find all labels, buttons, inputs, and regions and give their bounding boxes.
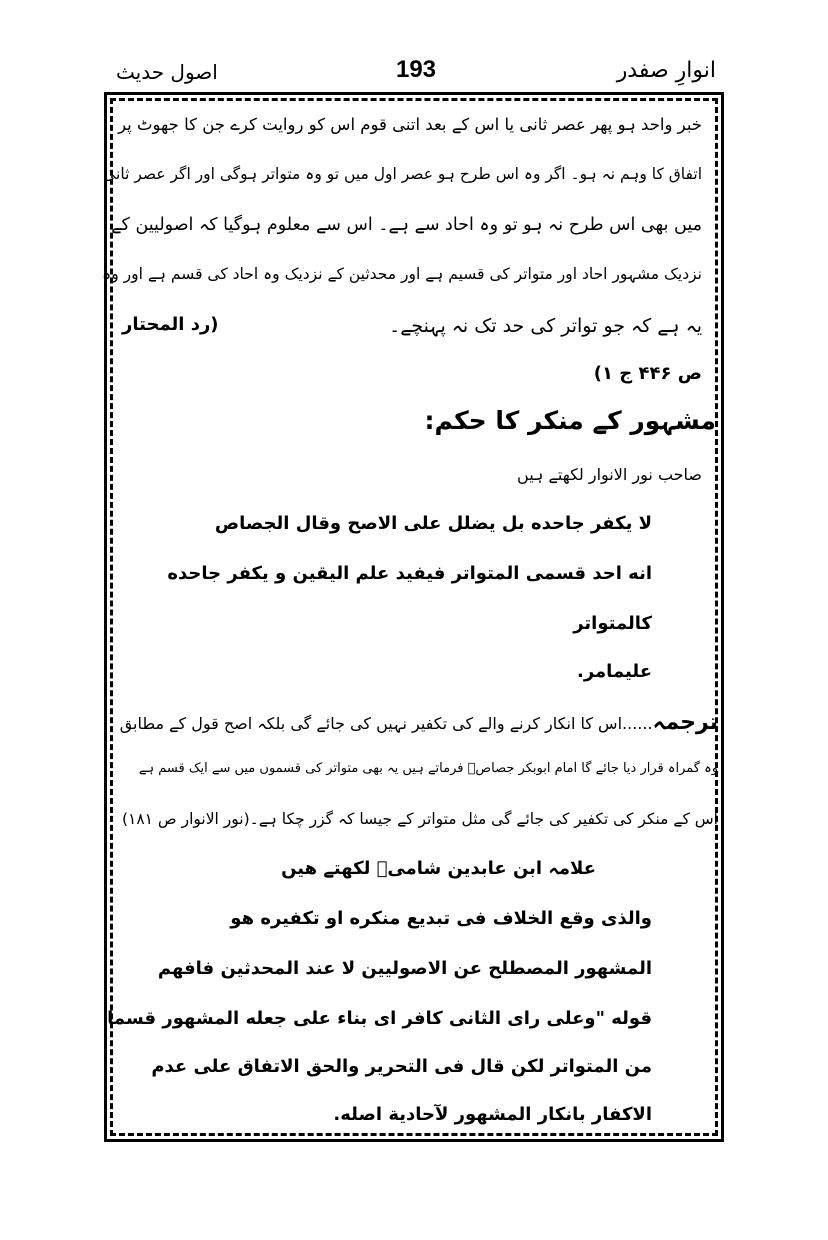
arabic-quote-line: لا يكفر جاحده بل يضلل على الاصح وقال الجصاص — [214, 513, 652, 534]
paragraph-line: اتفاق کا وہم نہ ہو۔ اگر وہ اس طرح ہو عصر اول میں تو وہ متواتر ہوگی اور اگر عصر ثانی — [103, 165, 702, 183]
arabic-quote-line: انه احد قسمى المتواتر فيفيد علم اليقين و يكفر جاحده — [167, 563, 652, 584]
author-intro: علامہ ابن عابدین شامیؒ لکھتے ھیں — [281, 858, 596, 879]
page-body — [104, 100, 724, 1140]
arabic-quote-line: والذى وقع الخلاف فى تبديع منكره او تكفيره هو — [230, 908, 652, 929]
page-number: 193 — [395, 56, 437, 83]
book-title: انوارِ صفدر — [616, 58, 716, 83]
arabic-quote-line: من المتواتر لكن قال فى التحرير والحق الاتفاق على عدم — [151, 1056, 652, 1077]
arabic-quote-line: المشهور المصطلح عن الاصوليين لا عند المحدثين فافهم — [157, 958, 652, 979]
arabic-quote-line: كالمتواتر — [573, 613, 652, 634]
arabic-quote-line: عليمامر. — [577, 661, 652, 682]
translation-line: وہ گمراہ قرار دیا جائے گا امام ابوبکر جصاصؒ فرماتے ہیں یہ بھی متواتر کی قسموں میں سے ایک قسم ہے — [138, 761, 718, 776]
arabic-quote-line: الاكفار بانكار المشهور لآحادية اصله. — [333, 1104, 652, 1125]
paragraph-line: خبر واحد ہو پھر عصر ثانی یا اس کے بعد اتنی قوم اس کو روایت کرے جن کا جھوٹ پر — [118, 115, 702, 134]
citation: ص ۴۴۶ ج ۱) — [593, 363, 702, 384]
intro-line: صاحب نور الانوار لکھتے ہیں — [517, 465, 702, 484]
paragraph-line: میں بھی اس طرح نہ ہو تو وہ احاد سے ہے۔ اس سے معلوم ہوگیا کہ اصولیین کے — [111, 215, 702, 235]
section-heading: مشہور کے منکر کا حکم: — [424, 406, 716, 435]
arabic-quote-line: قوله "وعلى راى الثانى كافر اى بناء على جعله المشهور قسما — [107, 1008, 652, 1029]
translation-line: اس کے منکر کی تکفیر کی جائے گی مثل متواتر کے جیسا کہ گزر چکا ہے۔(نور الانوار ص ۱۸۱) — [121, 810, 718, 828]
paragraph-line: یہ ہے کہ جو تواتر کی حد تک نہ پہنچے۔ — [389, 315, 702, 337]
translation-text: ......اس کا انکار کرنے والے کی تکفیر نہیں کی جائے گی بلکہ اصح قول کے مطابق — [119, 714, 653, 733]
section-title: اصول حدیث — [116, 60, 218, 84]
translation-label: ترجمہ — [652, 710, 718, 735]
paragraph-line: نزدیک مشہور احاد اور متواتر کی قسیم ہے اور محدثین کے نزدیک وہ احاد کی قسم ہے اور وہ — [102, 265, 702, 283]
citation: (رد المحتار — [122, 314, 219, 335]
page-header — [116, 56, 716, 92]
translation-line — [120, 712, 718, 734]
